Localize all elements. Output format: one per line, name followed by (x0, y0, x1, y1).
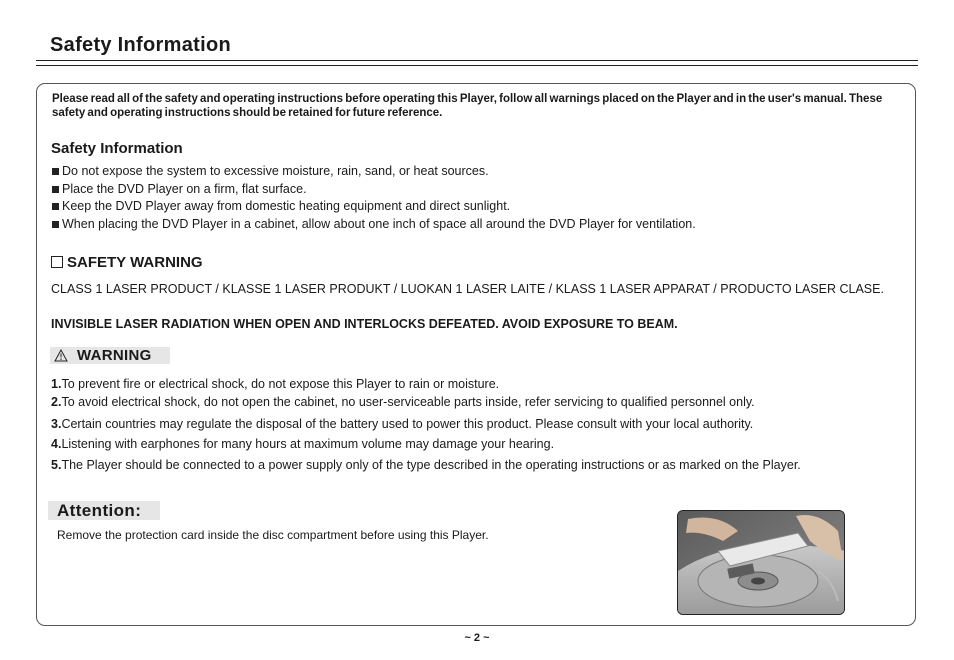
square-bullet-icon (52, 168, 59, 175)
intro-paragraph: Please read all of the safety and operating instructions before operating this Player, follow all warnings placed on the Player and in the user's manual. These safety and operating instructions should be retained for future reference. (52, 93, 883, 119)
warning-label (50, 347, 170, 364)
square-bullet-icon (52, 203, 59, 210)
square-bullet-icon (52, 221, 59, 228)
checkbox-square-icon (51, 256, 63, 268)
title-rule-thin (36, 65, 918, 66)
dvd-disc-compartment-photo (677, 510, 845, 615)
warning-label-text: WARNING (77, 347, 152, 364)
laser-class-text: CLASS 1 LASER PRODUCT / KLASSE 1 LASER PRODUKT / LUOKAN 1 LASER LAITE / KLASS 1 LASER APPARAT / PRODUCTO LASER CLASE. (51, 282, 884, 296)
list-item: Do not expose the system to excessive moisture, rain, sand, or heat sources. (51, 163, 911, 181)
page-number: ~ 2 ~ (464, 632, 490, 644)
list-item: 4.Listening with earphones for many hours at maximum volume may damage your hearing. (51, 437, 555, 451)
safety-info-heading: Safety Information (51, 140, 183, 157)
attention-text: Remove the protection card inside the disc compartment before using this Player. (57, 528, 489, 542)
disc-compartment-illustration (678, 511, 845, 615)
safety-warning-heading: SAFETY WARNING (51, 254, 203, 271)
attention-label: Attention: (48, 501, 160, 520)
warning-triangle-icon (54, 349, 68, 362)
title-rule-thick (36, 60, 918, 61)
list-item: 3.Certain countries may regulate the disposal of the battery used to power this product. Please consult with your local authority. (51, 417, 754, 431)
list-item: Keep the DVD Player away from domestic heating equipment and direct sunlight. (51, 198, 911, 216)
page-title: Safety Information (50, 34, 231, 56)
list-item: Place the DVD Player on a firm, flat surface. (51, 181, 911, 199)
square-bullet-icon (52, 186, 59, 193)
list-item: 1.To prevent fire or electrical shock, do not expose this Player to rain or moisture. (51, 377, 500, 391)
list-item: When placing the DVD Player in a cabinet, allow about one inch of space all around the DVD Player for ventilation. (51, 216, 911, 234)
laser-radiation-warning: INVISIBLE LASER RADIATION WHEN OPEN AND INTERLOCKS DEFEATED. AVOID EXPOSURE TO BEAM. (51, 317, 678, 331)
warning-list (51, 377, 931, 476)
list-item: 2.To avoid electrical shock, do not open the cabinet, no user-serviceable parts inside, refer servicing to qualified personnel only. (51, 395, 755, 409)
safety-info-list (51, 163, 911, 233)
list-item: 5.The Player should be connected to a power supply only of the type described in the operating instructions or as marked on the Player. (51, 458, 801, 472)
